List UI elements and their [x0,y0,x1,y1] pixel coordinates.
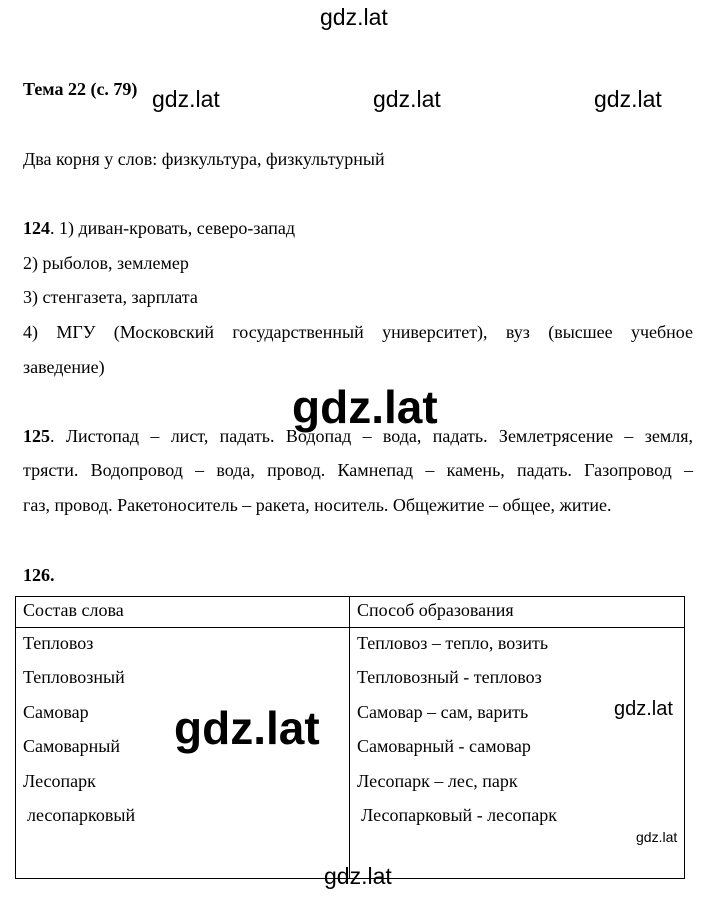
exercise-124-line: 2) рыболов, землемер [23,253,189,273]
exercise-126-number: 126. [23,565,55,585]
exercise-125-line: газ, провод. Ракетоноситель – ракета, носитель. Общежитие – общее, житие. [23,495,612,515]
watermark: gdz.lat [636,829,678,845]
exercise-number: 124 [23,218,50,238]
list-item: Тепловозный [23,667,125,688]
exercise-number: 125 [23,426,50,446]
list-item: Самовар – сам, варить [357,701,529,722]
exercise-124-line: 3) стенгазета, зарплата [23,287,198,307]
list-item: Тепловоз [23,633,94,653]
watermark: gdz.lat [320,4,388,30]
table-header: Способ образования [350,597,685,628]
exercise-124-line: 124. 1) диван-кровать, северо-запад [23,218,295,238]
intro-text: Два корня у слов: физкультура, физкультурный [23,149,385,169]
list-item: Лесопарковый - лесопарк [361,804,557,825]
table-header: Состав слова [16,597,350,628]
watermark: gdz.lat [174,702,320,754]
list-item: Самоварный - самовар [357,736,531,757]
watermark: gdz.lat [373,86,441,112]
table-cell-formation [350,628,685,879]
watermark: gdz.lat [594,86,662,112]
list-item: Тепловозный - тепловоз [357,667,542,688]
word-formation-table [15,596,685,879]
list-item: Самоварный [23,736,120,757]
exercise-125-line: трясти. Водопровод – вода, провод. Камнепад – камень, падать. Газопровод – [23,460,693,480]
table-header-row [16,597,685,628]
watermark: gdz.lat [152,86,220,112]
list-item: лесопарковый [27,804,136,825]
list-item: Лесопарк [23,770,96,791]
exercise-124-line: заведение) [23,357,105,377]
list-item: Тепловоз – тепло, возить [357,633,549,653]
topic-title: Тема 22 (с. 79) [23,79,138,99]
exercise-124-line: 4) МГУ (Московский государственный университет), вуз (высшее учебное [23,322,693,342]
list-item: Самовар [23,701,89,722]
watermark: gdz.lat [292,381,438,433]
watermark: gdz.lat [324,863,392,889]
watermark: gdz.lat [614,698,673,720]
list-item: Лесопарк – лес, парк [357,770,518,791]
exercise-125-line: 125. Листопад – лист, падать. Водопад – вода, падать. Землетрясение – земля, [23,426,693,446]
table-row [16,628,685,879]
